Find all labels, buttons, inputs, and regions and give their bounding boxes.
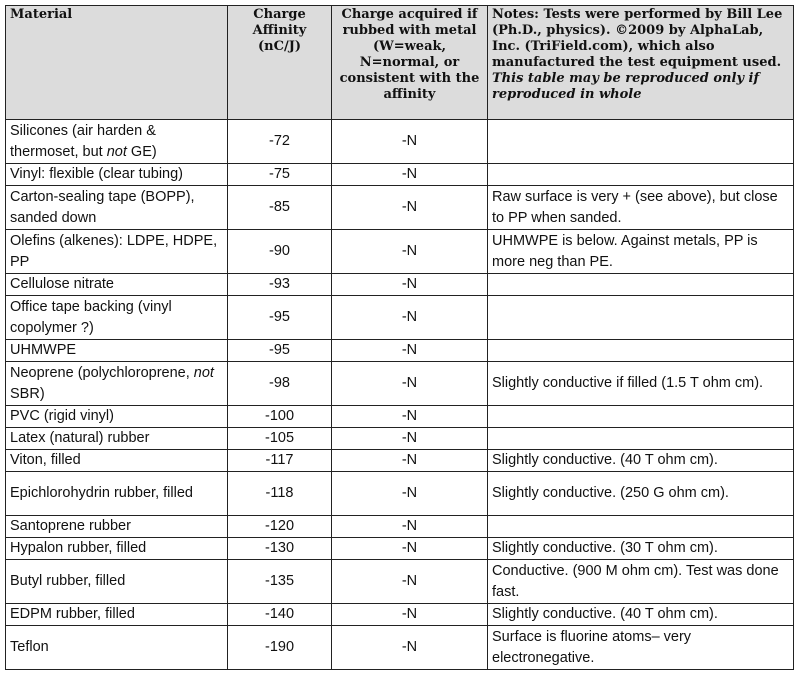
cell-material	[6, 538, 228, 560]
material-text: Silicones (air harden & thermoset, but	[10, 122, 156, 160]
cell-notes	[488, 428, 794, 450]
material-text: Teflon	[10, 639, 49, 655]
header-notes-copyright-italic: This table may be reproduced only if reproduced in whole	[492, 71, 760, 102]
material-text-tail: SBR)	[10, 385, 45, 402]
cell-material	[6, 428, 228, 450]
table-row	[6, 428, 794, 450]
table-row	[6, 296, 794, 340]
cell-charge-affinity: -118	[228, 472, 332, 516]
cell-charge-affinity: -135	[228, 560, 332, 604]
table-row	[6, 274, 794, 296]
table-row	[6, 230, 794, 274]
cell-charge-acquired: -N	[332, 626, 488, 670]
cell-notes	[488, 164, 794, 186]
table-row	[6, 406, 794, 428]
cell-material	[6, 274, 228, 296]
cell-charge-affinity: -95	[228, 340, 332, 362]
cell-charge-affinity: -98	[228, 362, 332, 406]
header-notes	[488, 6, 794, 120]
cell-charge-acquired: -N	[332, 538, 488, 560]
table-row	[6, 362, 794, 406]
cell-charge-acquired: -N	[332, 340, 488, 362]
cell-material	[6, 164, 228, 186]
table-body	[6, 120, 794, 670]
cell-notes: Slightly conductive. (40 T ohm cm).	[488, 450, 794, 472]
cell-material	[6, 296, 228, 340]
cell-charge-affinity: -190	[228, 626, 332, 670]
material-text: Olefins (alkenes): LDPE, HDPE, PP	[10, 232, 218, 270]
material-text: Butyl rubber, filled	[10, 573, 126, 589]
cell-charge-affinity: -140	[228, 604, 332, 626]
cell-material	[6, 450, 228, 472]
cell-charge-acquired: -N	[332, 230, 488, 274]
cell-material	[6, 120, 228, 164]
cell-charge-affinity: -100	[228, 406, 332, 428]
cell-charge-acquired: -N	[332, 516, 488, 538]
material-text: Cellulose nitrate	[10, 276, 114, 292]
cell-notes	[488, 296, 794, 340]
table-row	[6, 472, 794, 516]
cell-notes: Slightly conductive. (40 T ohm cm).	[488, 604, 794, 626]
cell-notes: Slightly conductive if filled (1.5 T ohm cm).	[488, 362, 794, 406]
cell-charge-affinity: -105	[228, 428, 332, 450]
cell-notes: UHMWPE is below. Against metals, PP is more neg than PE.	[488, 230, 794, 274]
table-row	[6, 164, 794, 186]
cell-notes: Slightly conductive. (30 T ohm cm).	[488, 538, 794, 560]
cell-notes	[488, 274, 794, 296]
cell-notes: Slightly conductive. (250 G ohm cm).	[488, 472, 794, 516]
cell-material	[6, 362, 228, 406]
cell-material	[6, 230, 228, 274]
cell-notes	[488, 340, 794, 362]
table-row	[6, 626, 794, 670]
material-text: Epichlorohydrin rubber, filled	[10, 485, 193, 501]
cell-material	[6, 340, 228, 362]
cell-charge-acquired: -N	[332, 472, 488, 516]
material-text: PVC (rigid vinyl)	[10, 408, 114, 424]
table-row	[6, 604, 794, 626]
material-emphasis: not	[106, 143, 127, 160]
cell-material	[6, 406, 228, 428]
table-row	[6, 538, 794, 560]
cell-material	[6, 516, 228, 538]
material-text: Viton, filled	[10, 452, 81, 468]
triboelectric-table	[5, 5, 794, 670]
material-text: Office tape backing (vinyl copolymer ?)	[10, 298, 172, 336]
material-text: Carton-sealing tape (BOPP), sanded down	[10, 188, 195, 226]
material-text: Hypalon rubber, filled	[10, 540, 147, 556]
cell-charge-acquired: -N	[332, 362, 488, 406]
cell-charge-affinity: -120	[228, 516, 332, 538]
cell-notes: Conductive. (900 M ohm cm). Test was done fast.	[488, 560, 794, 604]
cell-charge-acquired: -N	[332, 428, 488, 450]
cell-charge-acquired: -N	[332, 120, 488, 164]
cell-notes	[488, 120, 794, 164]
material-text-tail: GE)	[126, 143, 157, 160]
header-material: Material	[6, 6, 228, 120]
material-text: Vinyl: flexible (clear tubing)	[10, 166, 184, 182]
cell-charge-affinity: -85	[228, 186, 332, 230]
cell-charge-acquired: -N	[332, 604, 488, 626]
cell-charge-affinity: -117	[228, 450, 332, 472]
header-row	[6, 6, 794, 120]
cell-charge-affinity: -93	[228, 274, 332, 296]
header-charge-acquired: Charge acquired if rubbed with metal (W=weak, N=normal, or consistent with the affinity	[332, 6, 488, 120]
cell-charge-acquired: -N	[332, 296, 488, 340]
cell-charge-acquired: -N	[332, 186, 488, 230]
material-text: Santoprene rubber	[10, 518, 131, 534]
material-emphasis: not	[193, 364, 214, 381]
table-row	[6, 560, 794, 604]
table-row	[6, 450, 794, 472]
cell-charge-affinity: -95	[228, 296, 332, 340]
header-notes-text: Notes: Tests were performed by Bill Lee (Ph.D., physics). ©2009 by AlphaLab, Inc. (TriField.com), which also manufactured the test equipment used.	[492, 7, 783, 70]
cell-charge-affinity: -75	[228, 164, 332, 186]
material-text: Latex (natural) rubber	[10, 430, 150, 446]
cell-charge-affinity: -130	[228, 538, 332, 560]
header-charge-affinity: Charge Affinity (nC/J)	[228, 6, 332, 120]
cell-notes	[488, 406, 794, 428]
cell-notes	[488, 516, 794, 538]
cell-notes: Surface is fluorine atoms– very electronegative.	[488, 626, 794, 670]
table-row	[6, 340, 794, 362]
table-row	[6, 516, 794, 538]
cell-charge-affinity: -90	[228, 230, 332, 274]
cell-material	[6, 560, 228, 604]
cell-material	[6, 604, 228, 626]
cell-charge-acquired: -N	[332, 274, 488, 296]
material-text: EDPM rubber, filled	[10, 606, 135, 622]
cell-charge-affinity: -72	[228, 120, 332, 164]
cell-material	[6, 186, 228, 230]
table-row	[6, 120, 794, 164]
material-text: Neoprene (polychloroprene,	[10, 364, 194, 381]
cell-charge-acquired: -N	[332, 450, 488, 472]
table-row	[6, 186, 794, 230]
cell-material	[6, 626, 228, 670]
cell-notes: Raw surface is very + (see above), but close to PP when sanded.	[488, 186, 794, 230]
cell-material	[6, 472, 228, 516]
cell-charge-acquired: -N	[332, 406, 488, 428]
cell-charge-acquired: -N	[332, 560, 488, 604]
cell-charge-acquired: -N	[332, 164, 488, 186]
material-text: UHMWPE	[10, 342, 77, 358]
